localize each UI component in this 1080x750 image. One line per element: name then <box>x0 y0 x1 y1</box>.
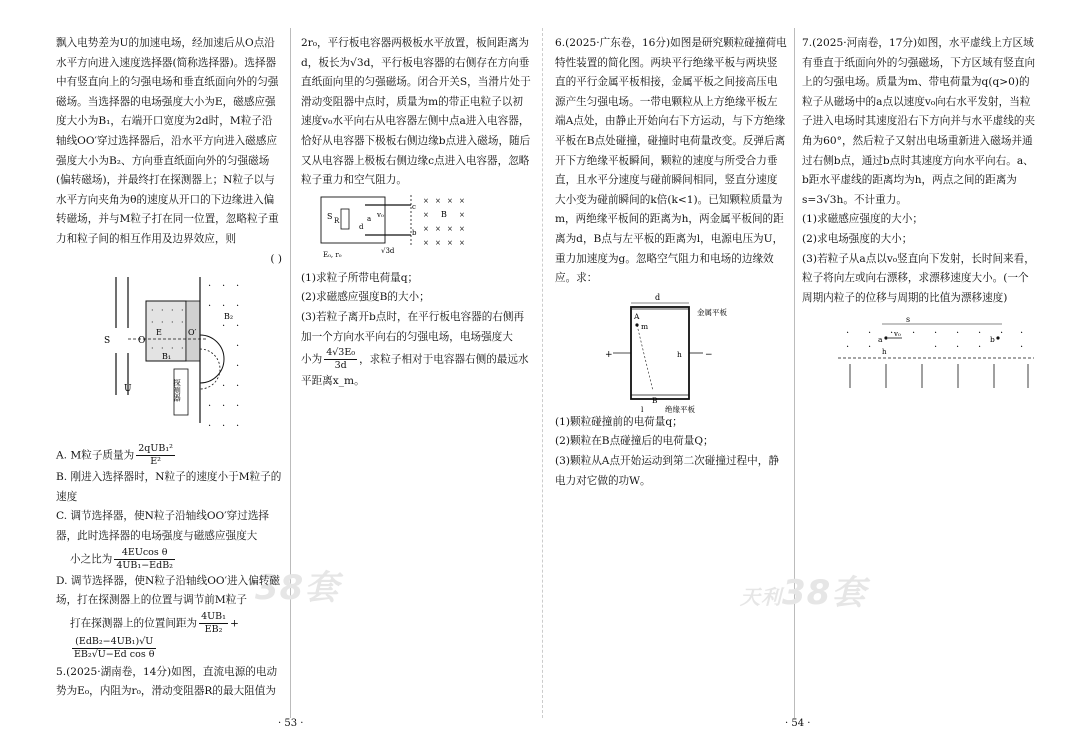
label-b: b <box>412 228 417 237</box>
label-U: U <box>124 384 132 395</box>
svg-text:·: · <box>236 301 240 313</box>
question-5-part-2: (2)求磁感应强度B的大小； <box>301 291 430 304</box>
svg-text:×: × <box>447 224 453 233</box>
question-6-figure <box>555 291 787 413</box>
question-7-part-3: (3)若粒子从a点以v₀竖直向下发射，长时间来看，粒子将向左或向右漂移，求漂移速度大小。(一个周期内粒子的位移与周期的比值为漂移速度) <box>802 252 1035 304</box>
watermark-text: 38套 <box>782 573 867 613</box>
label-B2: B₂ <box>224 312 234 322</box>
watermark <box>740 565 866 614</box>
magnetic-electric-field-diagram <box>802 314 1038 394</box>
svg-text:·: · <box>151 344 154 354</box>
question-6-part-1: (1)颗粒碰撞前的电荷量q； <box>555 415 683 428</box>
capacitor-circuit-diagram <box>301 191 531 269</box>
svg-text:·: · <box>912 328 916 340</box>
fraction <box>199 611 228 636</box>
label-sqrt3d: √3d <box>381 246 395 255</box>
label-h: h <box>882 348 887 357</box>
label-d: d <box>359 222 364 231</box>
question-4-stem: 飘入电势差为U的加速电场，经加速后从O点沿水平方向进入速度选择器(简称选择器)。选择器中有竖直向上的匀强电场和垂直纸面向外的匀强磁场。当选择器的电场强度大小为E，磁感应强度大小为B₁，右端开口宽度为2d时，M粒子沿轴线OO′穿过选择器后，沿水平方向进入磁感应强度大小为B₂、方向垂直纸面向外的匀强磁场(偏转磁场)，并最终打在探测器上；N粒子以与水平方向夹角为θ的速度从开口的下边缘进入偏转磁场，并与M粒子打在同一位置，忽略粒子重力和粒子间的相互作用及边界效应，则 <box>56 37 279 245</box>
svg-text:×: × <box>459 238 465 247</box>
svg-text:·: · <box>161 318 164 328</box>
label-s: s <box>906 315 911 325</box>
svg-text:×: × <box>459 210 465 219</box>
question-6-part-3: (3)颗粒从A点开始运动到第二次碰撞过程中，静电力对它做的功W。 <box>555 454 779 487</box>
label-B1: B₁ <box>162 352 172 362</box>
fraction <box>136 443 175 468</box>
question-7-part-1: (1)求磁感应强度的大小； <box>802 213 923 226</box>
svg-text:·: · <box>934 328 938 340</box>
label-b: b <box>990 335 995 345</box>
question-5-part-3: (3)若粒子离开b点时，在平行板电容器的右侧再加一个方向水平向右的匀强电场，电场强度大 <box>301 310 525 343</box>
question-6-part-2: (2)颗粒在B点碰撞后的电荷量Q； <box>555 435 714 448</box>
svg-text:×: × <box>435 224 441 233</box>
svg-text:·: · <box>978 328 982 340</box>
label-metal-plate: 金属平板 <box>697 307 727 317</box>
question-5-part-3-cont <box>301 347 531 392</box>
svg-text:·: · <box>868 342 872 354</box>
label-minus: − <box>705 349 713 360</box>
svg-text:·: · <box>978 342 982 354</box>
fraction-numerator: (EdB₂−4UB₁)√U <box>72 636 156 649</box>
label-insulating-plate: 绝缘平板 <box>665 404 695 413</box>
svg-text:·: · <box>956 342 960 354</box>
svg-text:·: · <box>181 344 184 354</box>
svg-text:·: · <box>181 318 184 328</box>
svg-text:·: · <box>181 306 184 316</box>
svg-text:·: · <box>956 328 960 340</box>
answer-bracket: ( ) <box>270 252 282 265</box>
fraction <box>114 547 175 572</box>
plus-sign: + <box>229 617 239 630</box>
svg-text:·: · <box>222 281 226 293</box>
column-1 <box>56 34 282 702</box>
svg-text:×: × <box>435 238 441 247</box>
label-B: B <box>652 395 658 405</box>
question-5-figure <box>301 191 531 269</box>
page-number: · 53 · <box>278 718 304 729</box>
svg-text:·: · <box>236 401 240 413</box>
label-O: O <box>138 336 146 347</box>
svg-text:·: · <box>236 341 240 353</box>
svg-text:×: × <box>423 224 429 233</box>
label-h: h <box>677 349 682 359</box>
fraction-numerator: 2qUB₁² <box>138 443 173 455</box>
svg-text:·: · <box>222 401 226 413</box>
svg-text:·: · <box>222 381 226 393</box>
fraction-denominator: E² <box>150 456 161 468</box>
option-A <box>56 443 282 468</box>
label-E0r0: E₀, r₀ <box>323 250 342 259</box>
option-D-line3 <box>56 636 282 661</box>
svg-text:·: · <box>236 281 240 293</box>
option-D-text: 打在探测器上的位置间距为 <box>70 617 198 630</box>
question-5-stem: 2r₀，平行板电容器两极板水平放置，板间距离为d，板长为√3d，平行板电容器的右侧存在方向垂直纸面向里的匀强磁场。闭合开关S，当滑片处于滑动变阻器中点时，质量为m的带正电粒子以初速度v₀水平向右从电容器左侧中点a进入电容器，恰好从电容器下极板右侧边缘b点进入磁场，随后又从电容器上极板右侧边缘c点进入电容器，忽略粒子重力和空气阻力。 <box>301 37 531 187</box>
svg-text:·: · <box>1020 342 1024 354</box>
column-3 <box>555 34 787 491</box>
watermark: 38套 <box>255 568 340 608</box>
svg-text:·: · <box>208 401 212 413</box>
svg-text:·: · <box>151 318 154 328</box>
svg-text:·: · <box>171 318 174 328</box>
label-B: B <box>441 209 447 219</box>
svg-text:·: · <box>846 328 850 340</box>
svg-text:·: · <box>208 301 212 313</box>
svg-text:·: · <box>208 421 212 433</box>
svg-text:·: · <box>222 321 226 333</box>
svg-text:·: · <box>934 342 938 354</box>
option-C-text: 小之比为 <box>70 553 113 565</box>
svg-text:·: · <box>890 328 894 340</box>
svg-text:·: · <box>846 342 850 354</box>
label-E: E <box>156 328 162 338</box>
svg-text:×: × <box>459 196 465 205</box>
column-4 <box>802 34 1038 394</box>
svg-text:×: × <box>423 210 429 219</box>
text: ，求粒子相对于电容器右侧的最远水平距离x_m。 <box>301 353 529 388</box>
svg-text:·: · <box>161 306 164 316</box>
fraction-denominator: 3d <box>334 360 347 372</box>
collision-apparatus-diagram <box>555 291 787 413</box>
page-divider <box>542 28 543 718</box>
svg-text:·: · <box>868 328 872 340</box>
option-A-text: A. M粒子质量为 <box>56 449 135 462</box>
svg-text:·: · <box>161 344 164 354</box>
label-S: S <box>104 336 111 347</box>
svg-text:·: · <box>236 361 240 373</box>
fraction-denominator: EB₂ <box>204 623 223 635</box>
svg-text:·: · <box>236 421 240 433</box>
svg-text:×: × <box>447 196 453 205</box>
question-4-figure <box>56 273 282 441</box>
svg-text:·: · <box>1000 328 1004 340</box>
question-7-stem: 7.(2025·河南卷，17分)如图，水平虚线上方区域有垂直于纸面向外的匀强磁场，下方区域有竖直向上的匀强电场。质量为m、带电荷量为q(q>0)的粒子从磁场中的a点以速度v₀向右水平发射，当粒子进入电场时其速度沿右下方向并与水平虚线的夹角为60°，然后粒子又射出电场重新进入磁场并通过右侧b点，通过b点时其速度方向水平向右。a、b距水平虚线的距离均为h，两点之间的距离为s=3√3h。不计重力。 <box>802 37 1036 206</box>
column-divider <box>290 28 291 718</box>
label-a: a <box>878 335 883 345</box>
label-a: a <box>367 214 372 223</box>
option-D-line1: D. 调节选择器，使N粒子沿轴线OO′进入偏转磁场，打在探测器上的位置与调节前M粒子 <box>56 574 280 607</box>
label-A: A <box>634 311 640 321</box>
label-detector: 探测器 <box>172 379 182 402</box>
option-D-line2 <box>56 611 282 636</box>
fraction-denominator: EB₂√U−Ed cos θ <box>74 648 155 660</box>
label-v0: v₀ <box>894 330 901 339</box>
label-v0: v₀ <box>377 210 384 219</box>
question-7-part-2: (2)求电场强度的大小； <box>802 232 913 245</box>
option-C-line2 <box>56 547 282 572</box>
velocity-selector-diagram <box>56 273 282 441</box>
question-5-part-1: (1)求粒子所带电荷量q； <box>301 271 419 284</box>
question-6-stem: 6.(2025·广东卷，16分)如图是研究颗粒碰撞荷电特性装置的简化图。两块平行绝缘平板与两块竖直的平行金属平板相接，金属平板之间接高压电源产生匀强电场。一带电颗粒从上方绝缘平板左端A点处，由静止开始向右下方运动，与下方绝缘平板在B点处碰撞，碰撞时电荷量改变。反弹后离开下方绝缘平板瞬间，颗粒的速度与所受合力垂直，且水平分速度与碰前瞬间相同，竖直分速度大小变为碰前瞬间的k倍(k<1)。已知颗粒质量为m，两绝缘平板间的距离为h，两金属平板间的距离为d，B点与左平板的距离为l，电源电压为U，重力加速度为g。忽略空气阻力和电场的边缘效应。求： <box>555 37 787 285</box>
fraction-numerator: 4EUcos θ <box>114 547 175 560</box>
question-7-figure <box>802 314 1038 394</box>
svg-text:×: × <box>459 224 465 233</box>
svg-text:·: · <box>171 306 174 316</box>
svg-text:·: · <box>222 301 226 313</box>
svg-text:·: · <box>171 344 174 354</box>
text: 小为 <box>301 353 323 366</box>
svg-text:·: · <box>1020 328 1024 340</box>
svg-text:×: × <box>423 238 429 247</box>
page-number: · 54 · <box>785 718 811 729</box>
watermark-brand: 天利 <box>740 585 782 609</box>
svg-text:×: × <box>423 196 429 205</box>
option-C-line1: C. 调节选择器，使N粒子沿轴线OO′穿过选择器，此时选择器的电场强度与磁感应强度大 <box>56 510 270 542</box>
label-m: m <box>641 321 649 331</box>
label-S: S <box>327 211 333 221</box>
fraction <box>324 347 357 372</box>
label-Oprime: O′ <box>188 328 197 338</box>
column-2 <box>301 34 531 392</box>
svg-text:·: · <box>236 381 240 393</box>
label-plus: + <box>605 349 613 360</box>
svg-text:·: · <box>236 321 240 333</box>
svg-text:·: · <box>151 306 154 316</box>
svg-text:·: · <box>208 281 212 293</box>
fraction-denominator: 4UB₁−EdB₂ <box>116 559 173 571</box>
label-c: c <box>412 202 416 211</box>
svg-text:×: × <box>447 238 453 247</box>
label-R: R <box>334 216 340 225</box>
label-d: d <box>655 292 661 302</box>
label-l: l <box>641 404 644 413</box>
column-divider <box>794 28 795 718</box>
fraction-numerator: 4UB₁ <box>201 610 226 622</box>
svg-text:·: · <box>222 421 226 433</box>
svg-text:×: × <box>435 196 441 205</box>
fraction <box>72 636 156 661</box>
option-B: B. 刚进入选择器时，N粒子的速度小于M粒子的速度 <box>56 471 282 503</box>
question-5-stem-start: 5.(2025·湖南卷，14分)如图，直流电源的电动势为E₀，内阻为r₀，滑动变阻器R的最大阻值为 <box>56 665 278 698</box>
fraction-numerator: 4√3E₀ <box>326 347 356 359</box>
